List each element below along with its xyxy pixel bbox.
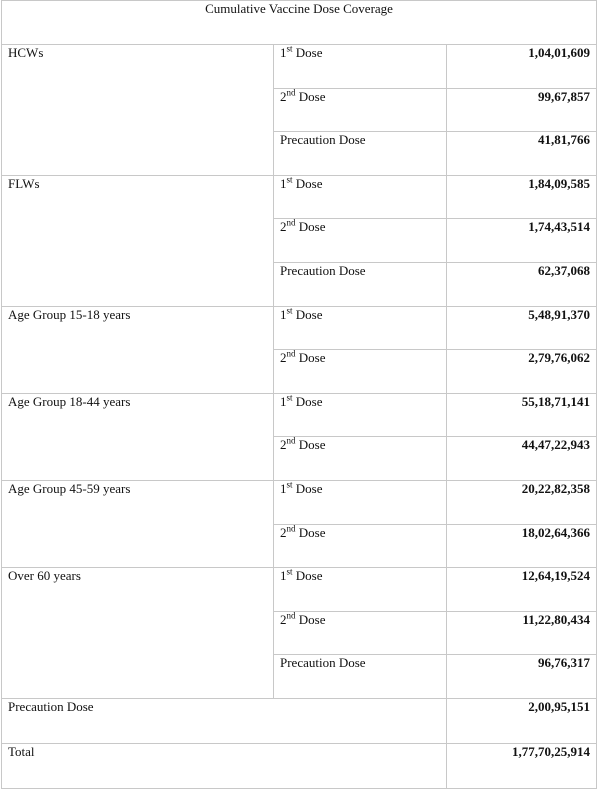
dose-label: Precaution Dose — [280, 262, 366, 278]
dose-value: 2,79,76,062 — [447, 350, 597, 394]
dose-ordinal-suffix: nd — [286, 523, 296, 534]
dose-label: Dose — [295, 611, 326, 627]
dose-value: 12,64,19,524 — [447, 568, 597, 612]
dose-cell — [274, 306, 447, 350]
dose-ordinal-suffix: st — [286, 392, 293, 403]
dose-ordinal-suffix: nd — [286, 218, 296, 229]
dose-number: 2 — [280, 611, 287, 627]
dose-cell — [274, 568, 447, 612]
table-row — [2, 306, 597, 350]
dose-number: 1 — [280, 480, 287, 496]
dose-cell — [274, 350, 447, 394]
summary-label: Precaution Dose — [2, 698, 447, 743]
vaccine-coverage-table — [1, 0, 597, 789]
dose-label: Dose — [292, 175, 323, 191]
dose-number: 1 — [280, 306, 287, 322]
summary-row — [2, 698, 597, 743]
table-row — [2, 393, 597, 437]
category-cell: Age Group 15-18 years — [2, 306, 274, 393]
dose-value: 1,74,43,514 — [447, 219, 597, 263]
dose-number: 1 — [280, 568, 287, 584]
dose-value: 1,04,01,609 — [447, 45, 597, 89]
category-cell: Age Group 45-59 years — [2, 480, 274, 567]
dose-value: 99,67,857 — [447, 88, 597, 132]
dose-label: Dose — [295, 88, 326, 104]
table-title-row — [2, 1, 597, 45]
dose-value: 1,84,09,585 — [447, 175, 597, 219]
dose-label: Dose — [295, 219, 326, 235]
dose-value: 55,18,71,141 — [447, 393, 597, 437]
dose-value: 96,76,317 — [447, 655, 597, 699]
dose-cell — [274, 262, 447, 306]
dose-number: 2 — [280, 350, 287, 366]
dose-value: 44,47,22,943 — [447, 437, 597, 481]
dose-value: 41,81,766 — [447, 132, 597, 176]
category-cell: FLWs — [2, 175, 274, 306]
category-cell: Age Group 18-44 years — [2, 393, 274, 480]
dose-cell — [274, 393, 447, 437]
dose-number: 2 — [280, 524, 287, 540]
summary-value: 2,00,95,151 — [447, 698, 597, 743]
dose-cell — [274, 45, 447, 89]
category-cell: HCWs — [2, 45, 274, 176]
dose-value: 62,37,068 — [447, 262, 597, 306]
dose-label: Dose — [295, 350, 326, 366]
summary-value: 1,77,70,25,914 — [447, 743, 597, 788]
table-title: Cumulative Vaccine Dose Coverage — [2, 1, 597, 45]
table-row — [2, 175, 597, 219]
dose-ordinal-suffix: st — [286, 305, 293, 316]
dose-ordinal-suffix: st — [286, 566, 293, 577]
table-body — [2, 1, 597, 789]
dose-cell — [274, 655, 447, 699]
dose-number: 1 — [280, 45, 287, 60]
dose-cell — [274, 175, 447, 219]
dose-label: Dose — [292, 393, 323, 409]
dose-value: 18,02,64,366 — [447, 524, 597, 568]
dose-value: 11,22,80,434 — [447, 611, 597, 655]
dose-label: Dose — [292, 45, 323, 60]
summary-row — [2, 743, 597, 788]
dose-number: 1 — [280, 393, 287, 409]
dose-cell — [274, 524, 447, 568]
category-cell: Over 60 years — [2, 568, 274, 699]
dose-ordinal-suffix: st — [286, 174, 293, 185]
dose-label: Dose — [292, 568, 323, 584]
dose-label: Dose — [292, 306, 323, 322]
dose-number: 1 — [280, 175, 287, 191]
dose-cell — [274, 480, 447, 524]
dose-label: Precaution Dose — [280, 132, 366, 148]
dose-cell — [274, 132, 447, 176]
dose-label: Precaution Dose — [280, 655, 366, 671]
dose-label: Dose — [292, 480, 323, 496]
dose-cell — [274, 437, 447, 481]
dose-value: 20,22,82,358 — [447, 480, 597, 524]
dose-ordinal-suffix: nd — [286, 436, 296, 447]
dose-number: 2 — [280, 219, 287, 235]
dose-label: Dose — [295, 437, 326, 453]
table-row — [2, 480, 597, 524]
dose-number: 2 — [280, 437, 287, 453]
dose-ordinal-suffix: st — [286, 479, 293, 490]
dose-number: 2 — [280, 88, 287, 104]
dose-ordinal-suffix: nd — [286, 87, 296, 98]
dose-cell — [274, 88, 447, 132]
dose-value: 5,48,91,370 — [447, 306, 597, 350]
summary-label: Total — [2, 743, 447, 788]
dose-label: Dose — [295, 524, 326, 540]
dose-ordinal-suffix: st — [286, 43, 293, 54]
dose-cell — [274, 219, 447, 263]
dose-ordinal-suffix: nd — [286, 348, 296, 359]
table-row — [2, 45, 597, 89]
dose-ordinal-suffix: nd — [286, 610, 296, 621]
table-row — [2, 568, 597, 612]
dose-cell — [274, 611, 447, 655]
